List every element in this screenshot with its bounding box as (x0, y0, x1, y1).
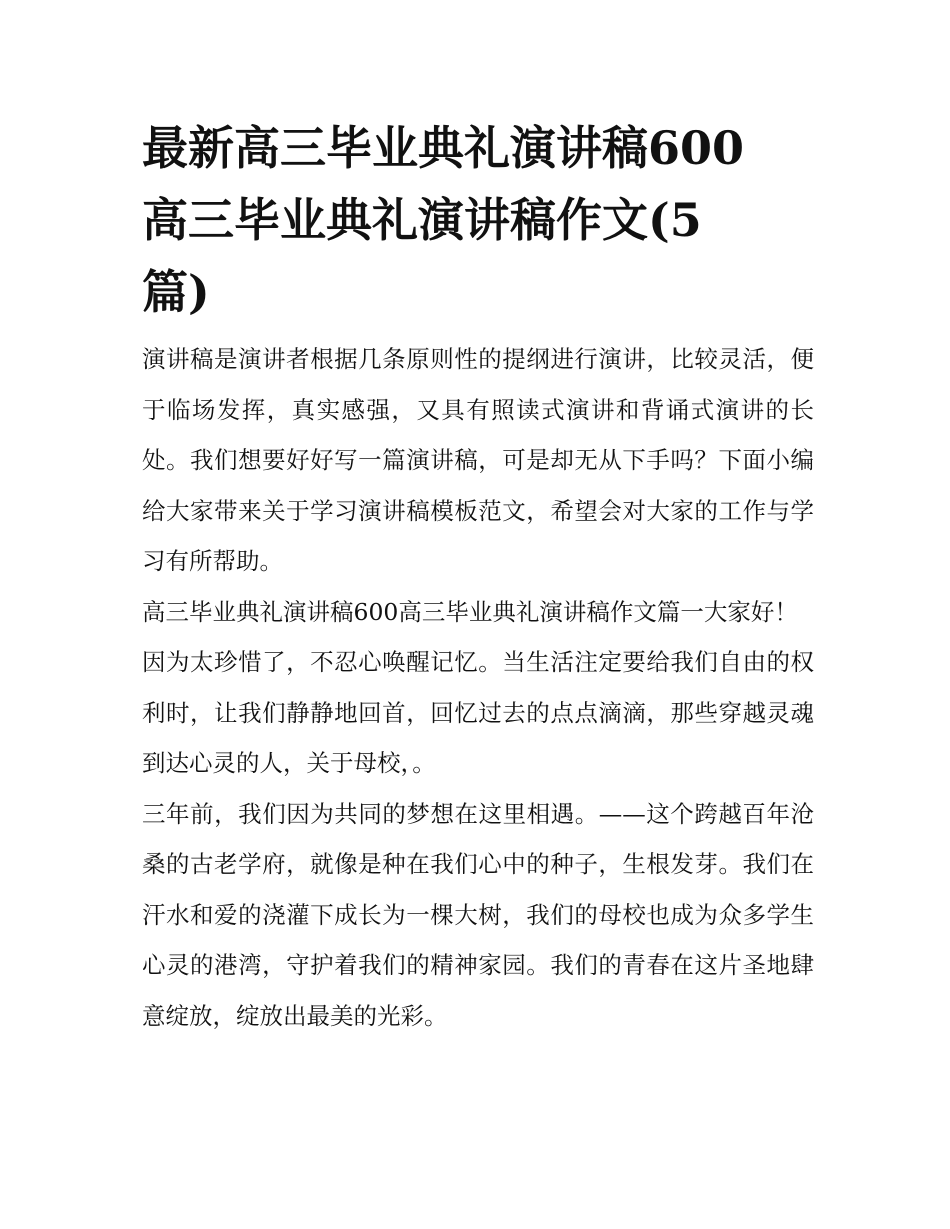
speech-heading-paragraph: 高三毕业典礼演讲稿600高三毕业典礼演讲稿作文篇一大家好！ (142, 597, 798, 626)
title-line-2: 高三毕业典礼演讲稿作文(5 (142, 193, 702, 247)
title-line-3: 篇) (142, 265, 210, 319)
title-line-1: 最新高三毕业典礼演讲稿600 (142, 121, 745, 175)
body-paragraph: 三年前，我们因为共同的梦想在这里相遇。——这个跨越百年沧桑的古老学府，就像是种在我们心中的种子，生根发芽。我们在汗水和爱的浇灌下成长为一棵大树，我们的母校也成为众多学生心灵的港湾，守护着我们的精神家园。我们的青春在这片圣地肆意绽放，绽放出最美的光彩。 (142, 799, 814, 1030)
body-paragraph: 因为太珍惜了，不忍心唤醒记忆。当生活注定要给我们自由的权利时，让我们静静地回首，回忆过去的点点滴滴，那些穿越灵魂到达心灵的人，关于母校，。 (142, 648, 814, 777)
intro-paragraph: 演讲稿是演讲者根据几条原则性的提纲进行演讲，比较灵活，便于临场发挥，真实感强，又具有照读式演讲和背诵式演讲的长处。我们想要好好写一篇演讲稿，可是却无从下手吗？下面小编给大家带来关于学习演讲稿模板范文，希望会对大家的工作与学习有所帮助。 (142, 345, 814, 575)
document-title (142, 112, 814, 328)
document-page (142, 112, 814, 1041)
